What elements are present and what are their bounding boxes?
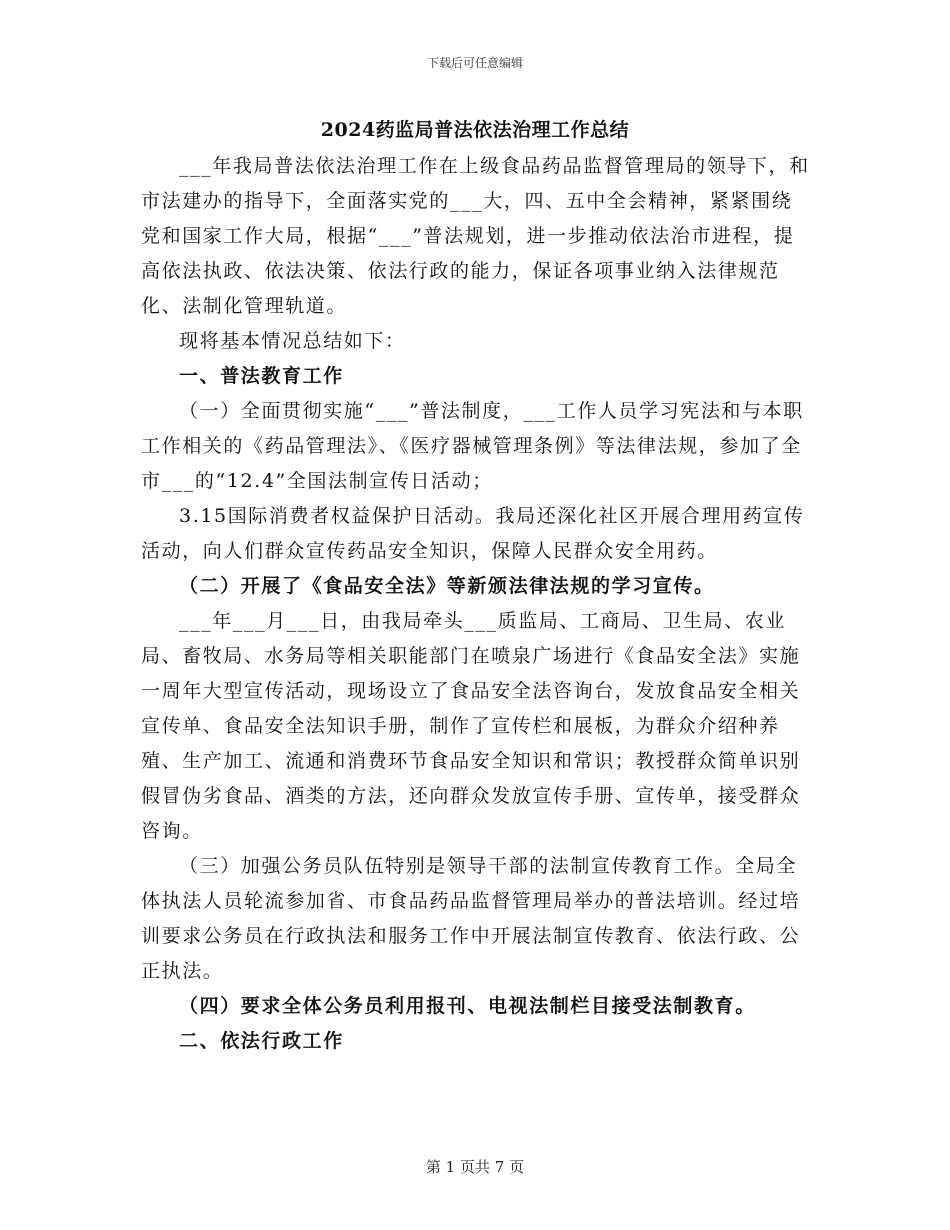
paragraph-item-3: （三）加强公务员队伍特别是领导干部的法制宣传教育工作。全局全体执法人员轮流参加省、市食品药品监督管理局举办的普法培训。经过培训要求公务员在行政执法和服务工作中开展法制宣传教育、依法行政、公正执法。 [141, 855, 801, 982]
section-heading-2: 二、依法行政工作 [179, 1030, 344, 1052]
section-heading-1: 一、普法教育工作 [179, 365, 344, 387]
paragraph-food-safety-event: ___年___月___日，由我局牵头___质监局、工商局、卫生局、农业局、畜牧局、水务局等相关职能部门在喷泉广场进行《食品安全法》实施一周年大型宣传活动，现场设立了食品安全法咨询台，发放食品安全相关宣传单、食品安全法知识手册，制作了宣传栏和展板，为群众介绍种养殖、生产加工、流通和消费环节食品安全知识和常识；教授群众简单识别假冒伪劣食品、酒类的方法，还向群众发放宣传手册、宣传单，接受群众咨询。 [141, 610, 801, 842]
subsection-heading-4: （四）要求全体公务员利用报刊、电视法制栏目接受法制教育。 [179, 995, 756, 1017]
document-title: 2024药监局普法依法治理工作总结 [320, 119, 630, 141]
document-body [141, 149, 811, 1059]
paragraph-intro: ___年我局普法依法治理工作在上级食品药品监督管理局的领导下，和市法建办的指导下，全面落实党的___大，四、五中全会精神，紧紧围绕党和国家工作大局，根据“___”普法规划，进一步推动依法治市进程，提高依法执政、依法决策、依法行政的能力，保证各项事业纳入法律规范化、法制化管理轨道。 [141, 155, 810, 317]
subsection-heading-2: （二）开展了《食品安全法》等新颁法律法规的学习宣传。 [179, 575, 715, 597]
paragraph-item-1: （一）全面贯彻实施“___”普法制度，___工作人员学习宪法和与本职工作相关的《药品管理法》、《医疗器械管理条例》等法律法规，参加了全市___的“12.4”全国法制宣传日活动； [141, 400, 804, 492]
paragraph-consumer-day: 3.15国际消费者权益保护日活动。我局还深化社区开展合理用药宣传活动，向人们群众宣传药品安全知识，保障人民群众安全用药。 [141, 505, 805, 562]
page-header-note: 下载后可任意编辑 [426, 56, 523, 70]
page-footer-note: 第 1 页共 7 页 [425, 1158, 525, 1176]
paragraph-summary-lead: 现将基本情况总结如下： [179, 330, 406, 352]
